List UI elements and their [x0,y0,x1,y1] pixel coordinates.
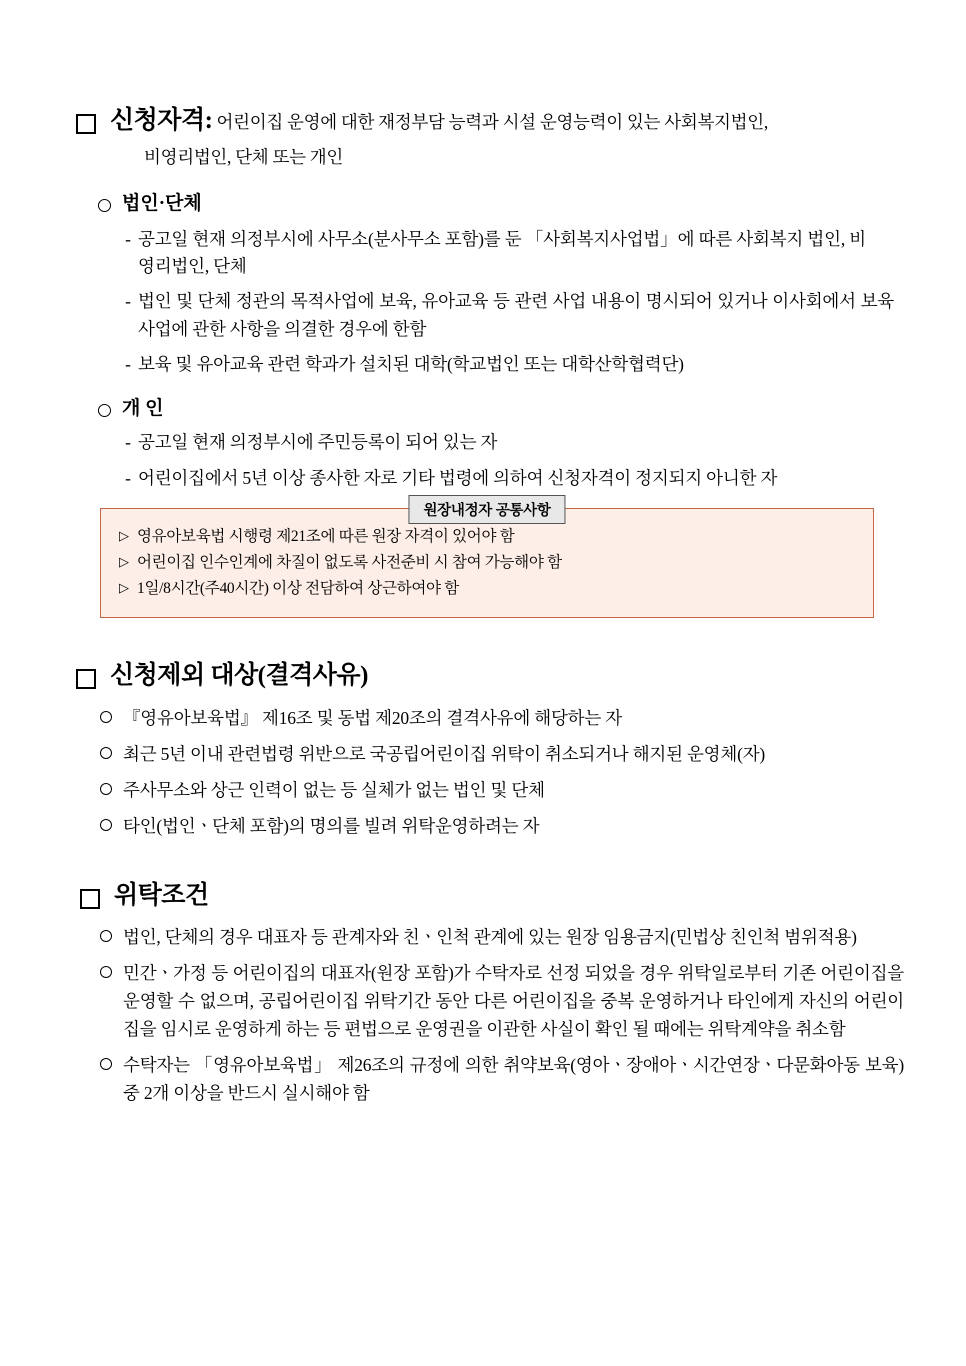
circle-bullet-icon [100,747,112,759]
list-item: 타인(법인ㆍ단체 포함)의 명의를 빌려 위탁운영하려는 자 [100,812,886,840]
dash-bullet-icon: - [125,291,131,312]
triangle-bullet-icon: ▷ [119,553,129,569]
square-bullet-icon [80,889,100,909]
square-bullet-icon [76,669,96,689]
notice-box [100,502,874,618]
notice-line-text: 1일/8시간(주40시간) 이상 전담하여 상근하여야 함 [137,579,459,597]
list-item: 민간ㆍ가정 등 어린이집의 대표자(원장 포함)가 수탁자로 선정 되었을 경우 위탁일로부터 기존 어린이집을 운영할 수 없으며, 공립어린이집 위탁기간 동안 다른 어린이집을 중복 운영하거나 타인에게 자신의 어린이집을 임시로 운영하게 하는 등 편법으로 운영권을 이관한 사실이 확인 될 때에는 위탁계약을 취소함 [100,959,904,1043]
notice-line [119,525,855,549]
section1-heading-strong: 신청자격: [110,107,213,134]
section-application-qualification [0,0,966,618]
circle-bullet-icon [100,966,112,978]
circle-bullet-icon [100,819,112,831]
circle-bullet-icon [100,1058,112,1070]
section1-heading-rest2: 비영리법인, 단체 또는 개인 [144,146,343,167]
square-bullet-icon [76,114,96,134]
list-item: - 어린이집에서 5년 이상 종사한 자로 기타 법령에 의하여 신청자격이 정지되지 아니한 자 [118,465,894,492]
circle-bullet-icon [98,404,111,417]
section1-heading [76,105,966,138]
dash-bullet-icon: - [125,353,131,374]
notice-box-title: 원장내정자 공통사항 [408,495,565,524]
notice-box-body [100,508,874,618]
group-individual-label: 개 인 [98,396,966,422]
list-item: 주사무소와 상근 인력이 없는 등 실체가 없는 법인 및 단체 [100,776,886,804]
dash-bullet-icon: - [125,432,131,453]
circle-bullet-icon [100,783,112,795]
section-exclusion-criteria [0,660,966,841]
section3-heading-text: 위탁조건 [114,882,209,910]
section2-heading-text: 신청제외 대상(결격사유) [110,661,368,689]
list-item: - 법인 및 단체 정관의 목적사업에 보육, 유아교육 등 관련 사업 내용이 명시되어 있거나 이사회에서 보육사업에 관한 사항을 의결한 경우에 한함 [118,288,894,342]
dash-bullet-icon: - [125,467,131,488]
section-entrustment-conditions [0,880,966,1107]
notice-line [119,551,855,575]
list-item: 『영유아보육법』 제16조 및 동법 제20조의 결격사유에 해당하는 자 [100,704,886,732]
list-item: - 공고일 현재 의정부시에 주민등록이 되어 있는 자 [118,429,894,456]
triangle-bullet-icon: ▷ [119,527,129,543]
group-corporation-label: 법인·단체 [98,191,966,217]
list-item: - 공고일 현재 의정부시에 사무소(분사무소 포함)를 둔 「사회복지사업법」에 따른 사회복지 법인, 비영리법인, 단체 [118,226,866,280]
circle-bullet-icon [98,199,111,212]
notice-line-text: 어린이집 인수인계에 차질이 없도록 사전준비 시 참여 가능해야 함 [137,553,562,571]
triangle-bullet-icon: ▷ [119,579,129,595]
section1-heading-rest: 어린이집 운영에 대한 재정부담 능력과 시설 운영능력이 있는 사회복지법인, [212,112,768,132]
dash-bullet-icon: - [125,229,131,250]
notice-line [119,577,855,601]
circle-bullet-icon [100,930,112,942]
section2-heading [76,660,966,693]
list-item: 법인, 단체의 경우 대표자 등 관계자와 친ㆍ인척 관계에 있는 원장 임용금지(민법상 친인척 범위적용) [100,923,904,951]
circle-bullet-icon [100,711,112,723]
section3-heading [80,880,966,913]
list-item: - 보육 및 유아교육 관련 학과가 설치된 대학(학교법인 또는 대학산학협력단) [118,351,894,378]
list-item: 최근 5년 이내 관련법령 위반으로 국공립어린이집 위탁이 취소되거나 해지된 운영체(자) [100,740,926,768]
notice-line-text: 영유아보육법 시행령 제21조에 따른 원장 자격이 있어야 함 [137,527,515,545]
list-item: 수탁자는 「영유아보육법」 제26조의 규정에 의한 취약보육(영아ㆍ장애아ㆍ시간연장ㆍ다문화아동 보육) 중 2개 이상을 반드시 실시해야 함 [100,1051,904,1107]
section1-heading-text [110,105,768,138]
